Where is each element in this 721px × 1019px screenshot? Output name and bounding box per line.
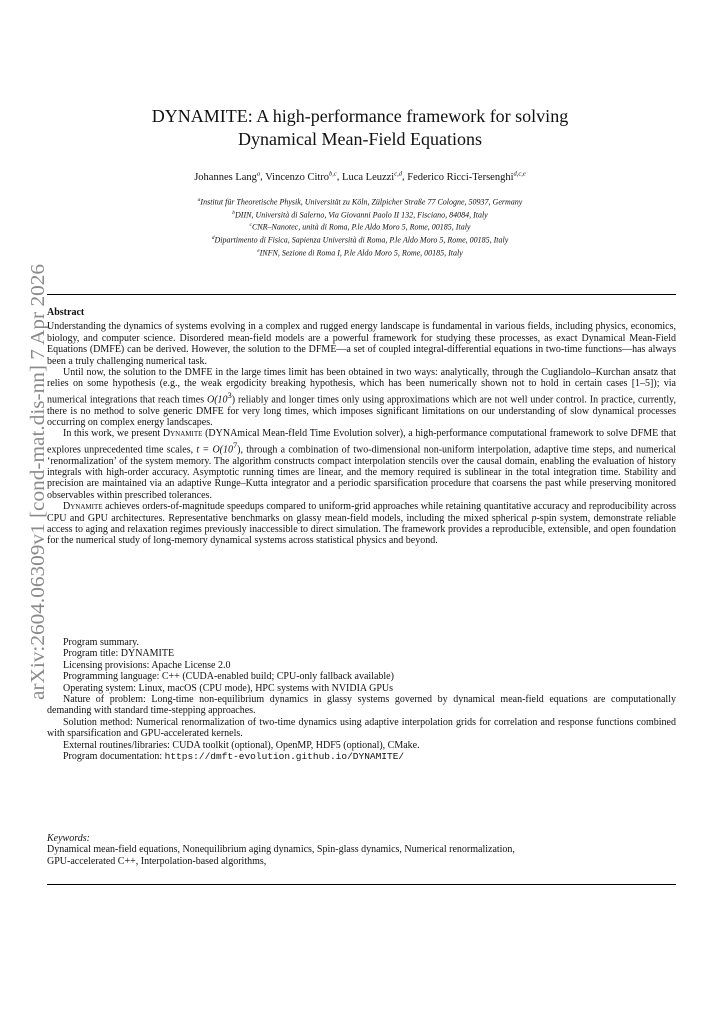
summary-licensing: Licensing provisions: Apache License 2.0 bbox=[63, 659, 231, 671]
title-line-2: Dynamical Mean-Field Equations bbox=[238, 129, 482, 149]
summary-language: Programming language: C++ (CUDA-enabled build; CPU-only fallback available) bbox=[63, 671, 394, 683]
summary-external: External routines/libraries: CUDA toolkit (optional), OpenMP, HDF5 (optional), CMake. bbox=[63, 739, 420, 751]
top-divider bbox=[47, 294, 676, 295]
affiliation: $^c$CNR–Nanotec, unità di Roma, P.le Aldo Moro 5, Rome, 00185, Italy bbox=[249, 222, 471, 232]
affiliation: $^a$Institut für Theoretische Physik, Universität zu Köln, Zülpicher Straße 77 Cologne, 50937, Germany bbox=[197, 197, 523, 207]
documentation-url[interactable]: https://dmft-evolution.github.io/DYNAMITE/ bbox=[164, 751, 405, 763]
summary-heading: Program summary. bbox=[63, 637, 140, 648]
affiliation: $^b$DIIN, Università di Salerno, Via Giovanni Paolo II 132, Fisciano, 84084, Italy bbox=[232, 209, 488, 220]
author: Federico Ricci-Tersenghi$^{d,c,e}$ bbox=[407, 170, 526, 183]
keywords-line: GPU-accelerated C++, Interpolation-based algorithms, bbox=[47, 855, 267, 867]
paper-title bbox=[110, 105, 610, 151]
author: Luca Leuzzi$^{c,d}$ bbox=[342, 170, 402, 183]
abstract-heading: Abstract bbox=[47, 307, 85, 318]
author-affil-mark: a bbox=[256, 170, 261, 177]
affiliation: $^d$Dipartimento di Fisica, Sapienza Università di Roma, P.le Aldo Moro 5, Rome, 00185, Italy bbox=[211, 234, 509, 245]
affiliation: $^e$INFN, Sezione di Roma I, P.le Aldo Moro 5, Rome, 00185, Italy bbox=[257, 247, 463, 258]
keywords-heading: Keywords: bbox=[47, 833, 90, 844]
software-name: Dynamite bbox=[63, 501, 103, 513]
affiliation-list bbox=[60, 195, 660, 258]
abstract-paragraph: Dynamite achieves orders-of-magnitude speedups compared to uniform-grid approaches while retaining quantitative accuracy and reproducibility across CPU and GPU architectures. Representative benchmarks on glassy mean-field models, including the mixed spherical p-spin system, demonstrate reliable access to aging and relaxation regimes previously inaccessible to direct simulation. The framework provides a reproducible, extensible, and open foundation for the numerical study of long-memory dynamical systems across statistical physics and beyond. bbox=[47, 501, 676, 547]
author-affil-mark: b,c bbox=[329, 170, 337, 177]
summary-nature: Nature of problem: Long-time non-equilibrium dynamics in glassy systems governed by dynamical mean-field equations are computationally demanding with standard time-stepping approaches. bbox=[47, 694, 676, 717]
abstract-paragraph: In this work, we present Dynamite (DYNAmical Mean-fIeld Time Evolution solver), a high-performance computational framework to solve DFME that explores unprecedented time scales, $t = O(10^7)$, through a combination of two-dimensional non-uniform interpolation, adaptive time steps, and numerical ‘renormalization’ of the system memory. The algorithm constructs compact interpolation stencils over the causal domain, enabling the evaluation of history integrals with high-order accuracy. Asymptotic running times are linear, and the memory required is sublinear in the total integration time. Stability and precision are maintained via an adaptive Runge–Kutta integrator and a periodic sparsification procedure that coarsens the past while preserving monitored observables within prescribed tolerances. bbox=[47, 428, 676, 501]
summary-title: Program title: DYNAMITE bbox=[63, 648, 175, 660]
summary-solution: Solution method: Numerical renormalization of two-time dynamics using adaptive interpolation grids for correlation and response functions combined with sparsification and GPU-accelerated kernels. bbox=[47, 716, 676, 740]
keywords-section bbox=[47, 833, 676, 867]
author-list: Johannes Lang$^a$, Vincenzo Citro$^{b,c}$, Luca Leuzzi$^{c,d}$, Federico Ricci-Tersenghi$^{d,c,e}$ bbox=[194, 170, 526, 183]
abstract-paragraph: Until now, the solution to the DMFE in the large times limit has been obtained in two ways: analytically, through the Cugliandolo–Kurchan ansatz that relies on some hypothesis (e.g., the weak ergodicity breaking hypothesis, which has been numerically shown not to hold in certain cases [1–5]); via numerical integrations that reach times $O(10^3)$ reliably and longer times only using approximations which are not well under control. In practice, currently, there is no method to solve generic DMFE for very long times, which imposes significant limitations on our understanding of slow dynamical processes occurring on complex energy landscapes. bbox=[47, 367, 676, 428]
author: Vincenzo Citro$^{b,c}$ bbox=[265, 170, 337, 183]
program-summary bbox=[47, 637, 676, 762]
abstract-paragraph: Understanding the dynamics of systems evolving in a complex and rugged energy landscape is fundamental in various fields, including physics, economics, biology, and computer science. Disordered mean-field models are a powerful framework for studying these processes, as exact Dynamical Mean-Field Equations (DMFE) can be derived. However, the solution to the DFME—a set of coupled integral-differential equations in two-time functions—has always been a truly challenging numerical task. bbox=[47, 321, 676, 367]
summary-os: Operating system: Linux, macOS (CPU mode), HPC systems with NVIDIA GPUs bbox=[63, 682, 393, 694]
software-name: Dynamite bbox=[162, 428, 203, 440]
author-affil-mark: c,d bbox=[394, 170, 402, 177]
arxiv-identifier-stamp bbox=[22, 262, 50, 702]
keywords-line: Dynamical mean-field equations, Nonequilibrium aging dynamics, Spin-glass dynamics, Numerical renormalization, bbox=[47, 844, 515, 856]
author: Johannes Lang$^a$ bbox=[194, 170, 261, 183]
bottom-divider bbox=[47, 884, 676, 885]
abstract-section bbox=[47, 307, 676, 547]
title-line-1: DYNAMITE: A high-performance framework for solving bbox=[151, 106, 569, 126]
summary-documentation: Program documentation: https://dmft-evolution.github.io/DYNAMITE/ bbox=[63, 751, 405, 763]
arxiv-stamp-text: arXiv:2604.06309v1 [cond-mat.dis-nn] 7 Apr 2026 bbox=[28, 300, 49, 700]
author-affil-mark: d,c,e bbox=[513, 170, 526, 177]
